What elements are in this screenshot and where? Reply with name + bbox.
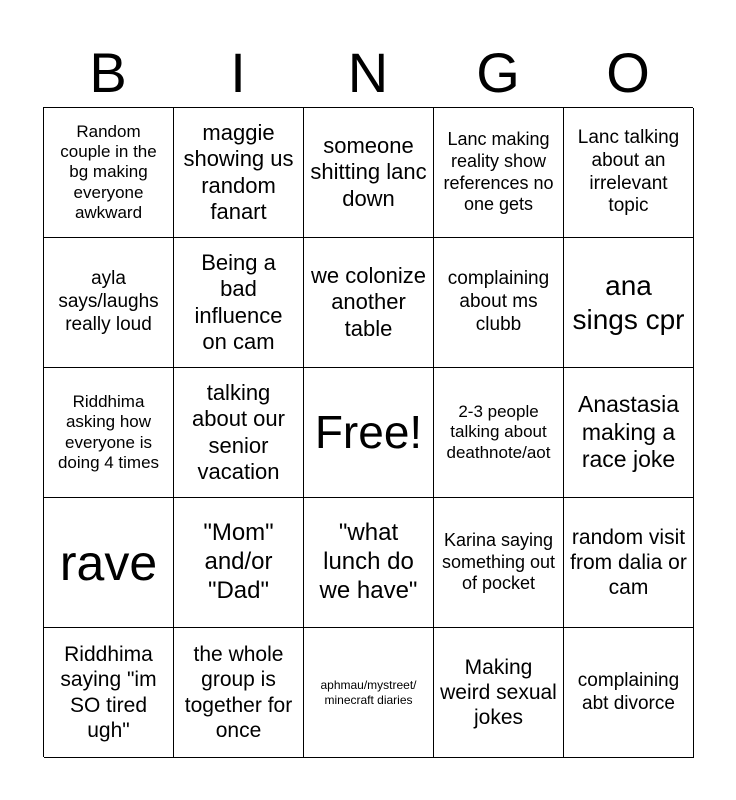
bingo-cell-r5c4[interactable] — [434, 628, 564, 758]
free-space-text: Free! — [314, 405, 423, 458]
header-letter-g: G — [476, 41, 520, 104]
cell-text: Lanc making reality show references no one gets — [443, 129, 554, 215]
cell-text: maggie showing us random fanart — [183, 119, 294, 224]
cell-text: Making weird sexual jokes — [440, 655, 557, 730]
bingo-cell-r5c3[interactable] — [304, 628, 434, 758]
bingo-cell-r3c4[interactable] — [434, 368, 564, 498]
cell-text: rave — [59, 534, 158, 591]
cell-text: ana sings cpr — [572, 269, 685, 335]
bingo-cell-r1c5[interactable] — [564, 108, 694, 238]
cell-text: Riddhima saying "im SO tired ugh" — [60, 643, 157, 742]
bingo-cell-r4c3[interactable] — [304, 498, 434, 628]
bingo-cell-r1c4[interactable] — [434, 108, 564, 238]
cell-text: ayla says/laughs really loud — [58, 268, 159, 335]
bingo-cell-r1c2[interactable] — [174, 108, 304, 238]
cell-text: "what lunch do we have" — [319, 519, 418, 604]
bingo-cell-r4c5[interactable] — [564, 498, 694, 628]
cell-text: Karina saying something out of pocket — [441, 530, 556, 594]
header-letter-n: N — [347, 41, 389, 104]
cell-text: Lanc talking about an irrelevant topic — [577, 126, 680, 217]
bingo-cell-r2c5[interactable] — [564, 238, 694, 368]
cell-text: someone shitting lanc down — [310, 132, 427, 211]
cell-text: Random couple in the bg making everyone awkward — [60, 121, 157, 223]
header-letter-b: B — [89, 41, 127, 104]
cell-text: random visit from dalia or cam — [570, 525, 687, 600]
cell-text: talking about our senior vacation — [192, 379, 285, 484]
header-letter-o: O — [606, 41, 650, 104]
cell-text: Riddhima asking how everyone is doing 4 times — [57, 391, 160, 472]
bingo-cell-r3c2[interactable] — [174, 368, 304, 498]
bingo-cell-r4c4[interactable] — [434, 498, 564, 628]
cell-text: complaining about ms clubb — [447, 268, 550, 335]
bingo-cell-r3c1[interactable] — [44, 368, 174, 498]
bingo-cell-r2c3[interactable] — [304, 238, 434, 368]
cell-text: complaining abt divorce — [577, 669, 680, 714]
cell-text: Being a bad influence on cam — [194, 249, 283, 354]
bingo-cell-r2c1[interactable] — [44, 238, 174, 368]
bingo-cell-r1c1[interactable] — [44, 108, 174, 238]
bingo-grid — [43, 107, 693, 757]
bingo-cell-r3c5[interactable] — [564, 368, 694, 498]
bingo-cell-free[interactable] — [304, 368, 434, 498]
bingo-cell-r4c2[interactable] — [174, 498, 304, 628]
cell-text: Anastasia making a race joke — [577, 391, 679, 473]
bingo-cell-r5c5[interactable] — [564, 628, 694, 758]
cell-text: we colonize another table — [311, 262, 426, 341]
bingo-header — [43, 40, 693, 106]
bingo-cell-r2c2[interactable] — [174, 238, 304, 368]
cell-text: aphmau/mystreet/ minecraft diaries — [320, 678, 417, 707]
cell-text: "Mom" and/or "Dad" — [203, 519, 274, 604]
bingo-cell-r5c1[interactable] — [44, 628, 174, 758]
bingo-cell-r4c1[interactable] — [44, 498, 174, 628]
bingo-cell-r2c4[interactable] — [434, 238, 564, 368]
bingo-cell-r1c3[interactable] — [304, 108, 434, 238]
bingo-cell-r5c2[interactable] — [174, 628, 304, 758]
cell-text: the whole group is together for once — [184, 643, 293, 742]
cell-text: 2-3 people talking about deathnote/aot — [446, 401, 551, 462]
header-letter-i: I — [230, 41, 246, 104]
